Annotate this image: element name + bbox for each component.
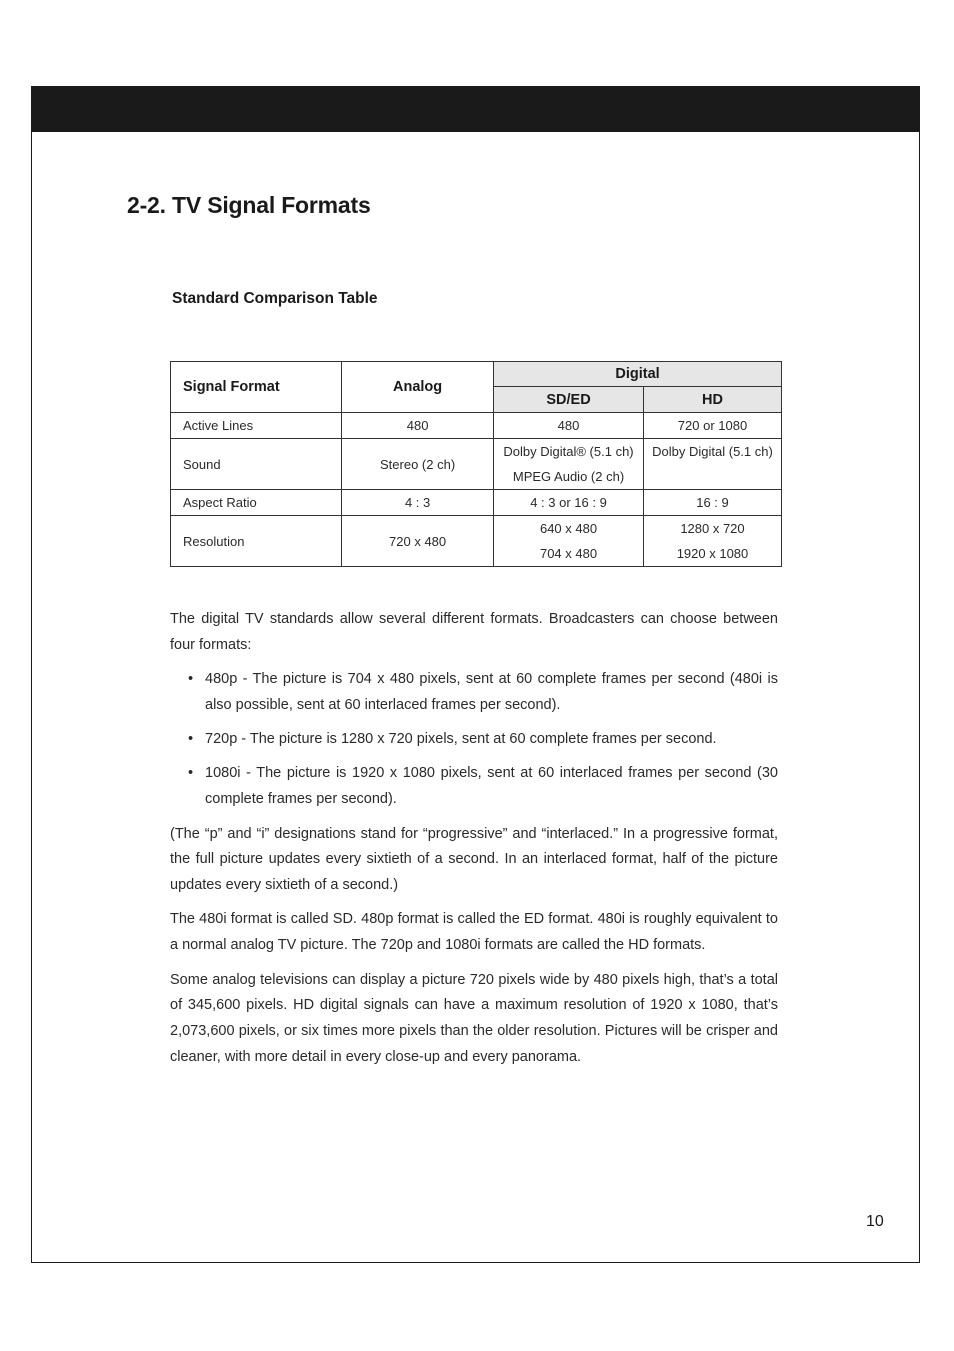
hd-cell-line: 1920 x 1080 [676,546,749,561]
bullet-icon: • [188,731,194,748]
row-label: Active Lines [171,413,342,439]
format-names-paragraph: The 480i format is called SD. 480p format is called the ED format. 480i is roughly equivalent to a normal analog TV picture. The 720p and 1080i formats are called the HD formats. [170,911,778,954]
sd-cell [494,439,644,490]
row-label: Aspect Ratio [171,490,342,516]
hd-cell-line: Dolby Digital (5.1 ch) [652,444,773,459]
bullet-icon: • [188,671,194,688]
analog-cell: 480 [342,413,494,439]
body-text [170,607,778,1079]
list-item [170,727,778,753]
hd-cell [643,516,781,567]
sd-cell-line: 480 [557,418,580,433]
hd-cell [643,439,781,490]
sd-cell-line: 640 x 480 [539,521,598,536]
hd-cell-line: 16 : 9 [696,495,729,510]
table-row [171,516,782,567]
sd-cell-line: Dolby Digital® (5.1 ch) [503,444,634,459]
list-item-text: 480p - The picture is 704 x 480 pixels, sent at 60 complete frames per second (480i is also possible, sent at 60 interlaced frames per second). [205,671,778,713]
page-number: 10 [866,1213,884,1230]
header-sd-ed: SD/ED [494,387,644,413]
list-item [170,761,778,813]
sd-cell [494,516,644,567]
list-item-text: 1080i - The picture is 1920 x 1080 pixels, sent at 60 interlaced frames per second (30 complete frames per second). [205,765,778,808]
format-list [170,667,778,813]
hd-cell [643,490,781,516]
resolution-paragraph: Some analog televisions can display a picture 720 pixels wide by 480 pixels high, that’s a total of 345,600 pixels. HD digital signals can have a maximum resolution of 1920 x 1080, that’s 2,073,600 pixels, or six times more pixels than the older resolution. Pictures will be crisper and cleaner, with more detail in every close-up and every panorama. [170,971,778,1065]
table-row [171,413,782,439]
sd-cell-line: 704 x 480 [539,546,598,561]
sd-cell-line: MPEG Audio (2 ch) [512,469,625,484]
analog-cell: 4 : 3 [342,490,494,516]
header-digital: Digital [494,362,782,387]
analog-cell: Stereo (2 ch) [342,439,494,490]
table-row [171,439,782,490]
section-title: 2-2. TV Signal Formats [127,192,371,218]
table-body [171,413,782,567]
bullet-icon: • [188,765,194,782]
sd-cell [494,490,644,516]
hd-cell-line: 720 or 1080 [677,418,748,433]
hd-cell-line: 1280 x 720 [680,521,745,536]
sd-cell-line: 4 : 3 or 16 : 9 [530,495,607,510]
header-hd: HD [643,387,781,413]
table-row [171,490,782,516]
comparison-table [170,361,782,567]
intro-paragraph: The digital TV standards allow several different formats. Broadcasters can choose between four formats: [170,611,778,653]
analog-cell: 720 x 480 [342,516,494,567]
list-item [170,667,778,719]
row-label: Sound [171,439,342,490]
designation-paragraph: (The “p” and “i” designations stand for “progressive” and “interlaced.” In a progressive format, the full picture updates every sixtieth of a second. In an interlaced format, half of the picture updates every sixtieth of a second.) [170,825,778,894]
hd-cell [643,413,781,439]
header-analog: Analog [342,362,494,413]
header-signal-format: Signal Format [171,362,342,413]
header-bar [31,86,920,132]
sd-cell [494,413,644,439]
table-title: Standard Comparison Table [172,290,378,307]
list-item-text: 720p - The picture is 1280 x 720 pixels, sent at 60 complete frames per second. [205,731,717,748]
row-label: Resolution [171,516,342,567]
